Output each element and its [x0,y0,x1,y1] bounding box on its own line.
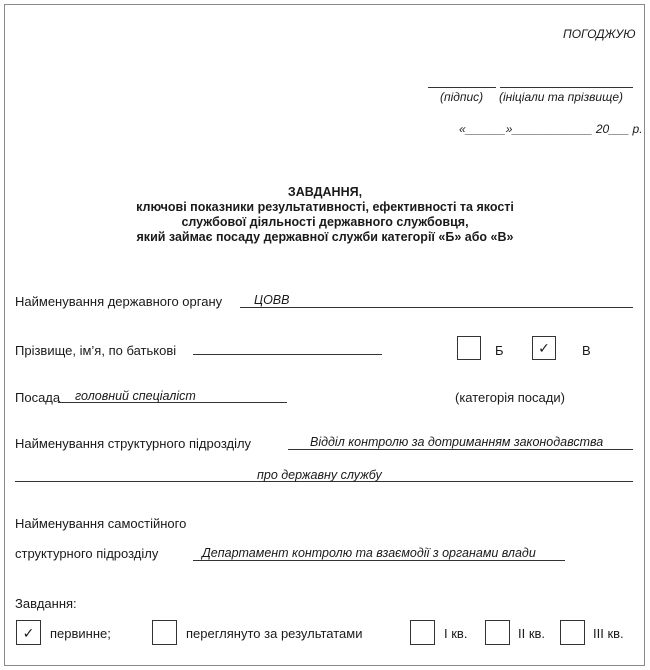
category-b-label: Б [495,343,504,358]
tasks-label: Завдання: [15,596,77,611]
date-day-month: «______»____________ [459,122,593,136]
independent-unit-label-2: структурного підрозділу [15,546,159,561]
organ-value[interactable]: ЦОВВ [254,293,290,307]
check-icon: ✓ [22,624,35,641]
primary-checkbox[interactable] [16,620,41,645]
full-name-line [193,354,382,355]
check-icon: ✓ [538,340,550,356]
q1-label: І кв. [444,626,468,641]
unit-value-2[interactable]: про державну службу [257,468,382,482]
doc-subtitle-1: ключові показники результативності, ефективності та якості [136,200,514,214]
approval-heading: ПОГОДЖУЮ [563,27,636,41]
q3-label: ІІІ кв. [593,626,624,641]
name-line[interactable] [500,87,633,88]
independent-unit-line [193,560,565,561]
signature-label: (підпис) [440,90,484,104]
organ-line [240,307,633,308]
unit-line-1 [288,449,633,450]
revised-label: переглянуто за результатами [186,626,363,641]
category-v-checkbox[interactable] [532,336,556,360]
category-v-label: В [582,343,591,358]
primary-label: первинне; [50,626,111,641]
date-suffix: р. [632,122,643,136]
full-name-label: Прізвище, ім’я, по батькові [15,343,177,358]
category-b-checkbox[interactable] [457,336,481,360]
q2-checkbox[interactable] [485,620,510,645]
date-year: 20___ [595,122,630,136]
revised-checkbox[interactable] [152,620,177,645]
unit-label: Найменування структурного підрозділу [15,436,252,451]
organ-label: Найменування державного органу [15,294,223,309]
doc-title: ЗАВДАННЯ, [287,185,363,199]
q1-checkbox[interactable] [410,620,435,645]
position-label: Посада [15,390,61,405]
independent-unit-label-1: Найменування самостійного [15,516,187,531]
q2-label: ІІ кв. [518,626,546,641]
approval-date [459,122,643,136]
unit-value-1[interactable]: Відділ контролю за дотриманням законодавства [310,435,604,449]
doc-subtitle-3: який займає посаду державної служби категорії «Б» або «В» [136,230,514,244]
q3-checkbox[interactable] [560,620,585,645]
signature-line[interactable] [428,87,496,88]
position-value[interactable]: головний спеціаліст [75,389,196,403]
independent-unit-value[interactable]: Департамент контролю та взаємодії з органами влади [202,546,536,560]
doc-subtitle-2: службової діяльності державного службовця, [181,215,469,229]
position-category-label: (категорія посади) [455,390,565,405]
initials-surname-label: (ініціали та прізвище) [499,90,623,104]
